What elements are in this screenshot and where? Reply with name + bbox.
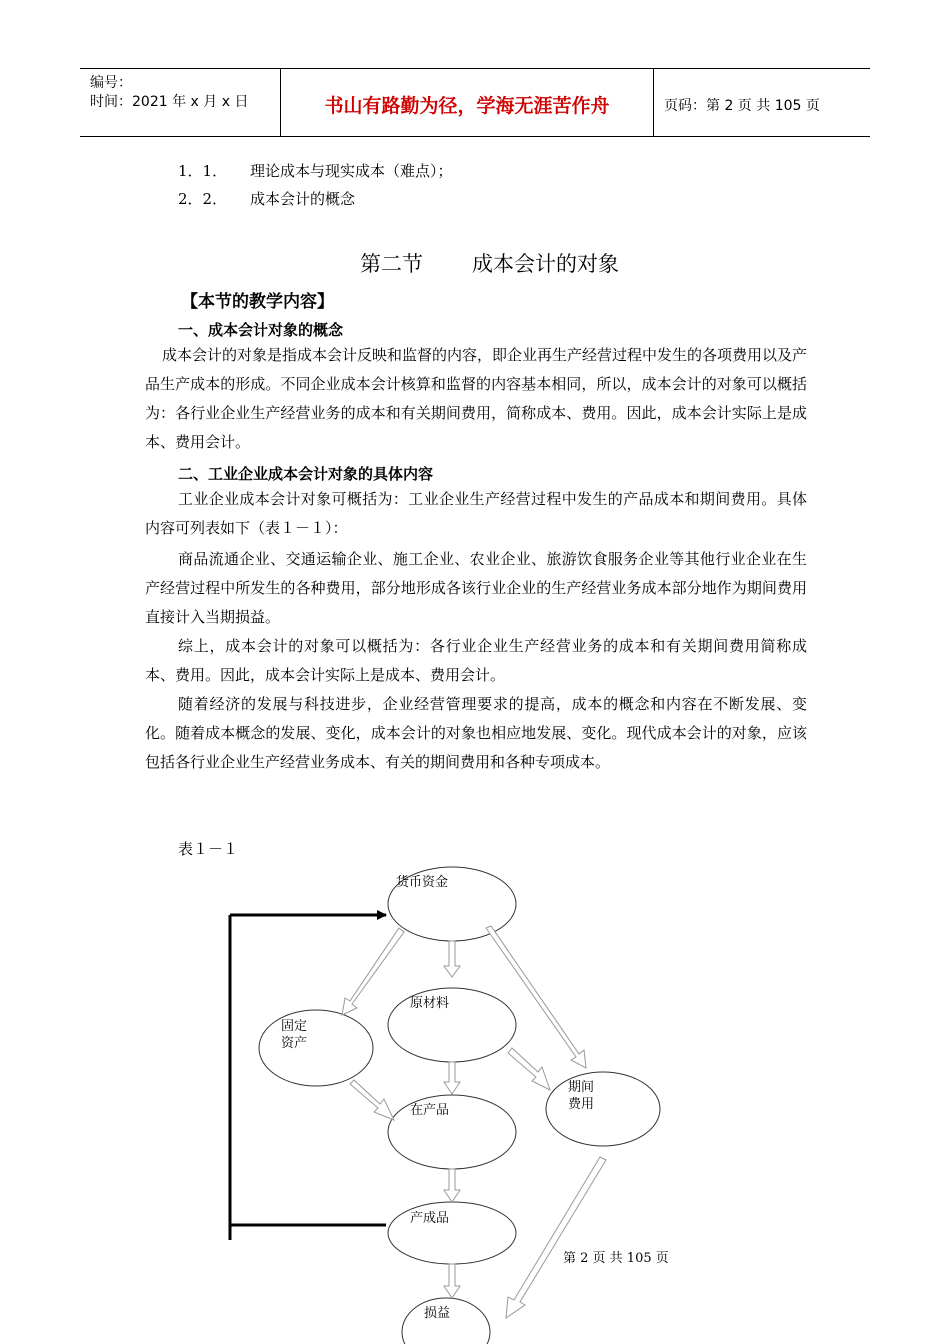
arrow-materials-to-wip [444, 1062, 460, 1094]
node-materials-ellipse [388, 988, 516, 1062]
node-fixed-assets-label-line1: 固定 [281, 1019, 308, 1034]
toc-item-label: 成本会计的概念 [250, 190, 356, 208]
header-motto: 书山有路勤为径，学海无涯苦作舟 [324, 95, 610, 117]
section-title: 成本会计的对象 [472, 252, 619, 276]
paragraph-summary: 综上，成本会计的对象可以概括为：各行业企业生产经营业务的成本和有关期间费用简称成本、费用。因此，成本会计实际上是成本、费用会计。 [145, 637, 807, 684]
node-wip-label: 在产品 [410, 1103, 450, 1118]
node-period-expense-label-line2: 费用 [568, 1097, 595, 1112]
arrow-finished-to-profit [444, 1264, 460, 1298]
node-fixed-assets-label-line2: 资产 [281, 1036, 308, 1051]
node-period-expense-label-line1: 期间 [568, 1080, 595, 1095]
toc-item-label: 理论成本与现实成本（难点）； [250, 162, 453, 180]
node-wip-ellipse [388, 1095, 516, 1169]
arrow-materials-to-period [508, 1048, 550, 1090]
paragraph-development: 随着经济的发展与科技进步，企业经营管理要求的提高，成本的概念和内容在不断发展、变化。随着成本概念的发展、变化，成本会计的对象也相应地发展、变化。现代成本会计的对象，应该包括各行业企业生产经营业务成本、有关的期间费用和各种专项成本。 [145, 695, 807, 771]
teaching-content-heading: 【本节的教学内容】 [181, 292, 334, 312]
subsection-heading-1: 一、成本会计对象的概念 [178, 321, 344, 339]
arrow-fixed-to-wip [350, 1080, 394, 1120]
node-profit-label: 损益 [424, 1306, 451, 1321]
document-date: 时间：2021 年 x 月 x 日 [90, 94, 249, 110]
node-finished-ellipse [388, 1202, 516, 1264]
subsection-heading-2: 二、工业企业成本会计对象的具体内容 [178, 465, 434, 483]
header-page-number: 页码：第 2 页 共 105 页 [664, 98, 820, 114]
toc-item-number: 2．2． [178, 190, 228, 208]
section-number: 第二节 [360, 252, 423, 276]
document-number: 编号： [90, 75, 132, 91]
node-finished-label: 产成品 [410, 1211, 450, 1226]
node-fixed-assets-ellipse [259, 1010, 373, 1086]
page-footer: 第 2 页 共 105 页 [563, 1251, 669, 1266]
node-period-expense-ellipse [546, 1072, 660, 1146]
node-materials-label: 原材料 [410, 996, 450, 1011]
arrow-money-to-materials [444, 941, 460, 977]
paragraph-industrial-object: 工业企业成本会计对象可概括为：工业企业生产经营过程中发生的产品成本和期间费用。具体内容可列表如下（表１－１）： [145, 490, 807, 537]
arrow-wip-to-finished [444, 1169, 460, 1202]
toc-item-number: 1．1． [178, 162, 228, 180]
paragraph-object-concept: 成本会计的对象是指成本会计反映和监督的内容，即企业再生产经营过程中发生的各项费用以及产品生产成本的形成。不同企业成本会计核算和监督的内容基本相同，所以，成本会计的对象可以概括为：各行业企业生产经营业务的成本和有关期间费用，简称成本、费用。因此，成本会计实际上是成本、费用会计。 [145, 346, 808, 451]
node-money-label: 货币资金 [396, 875, 449, 890]
paragraph-other-industries: 商品流通企业、交通运输企业、施工企业、农业企业、旅游饮食服务企业等其他行业企业在生产经营过程中所发生的各种费用，部分地形成各该行业企业的生产经营业务成本部分地作为期间费用直接计入当期损益。 [145, 550, 807, 626]
arrow-period-to-profit [506, 1157, 606, 1318]
table-caption: 表１－１ [178, 840, 239, 858]
arrow-money-to-fixed [342, 928, 404, 1015]
